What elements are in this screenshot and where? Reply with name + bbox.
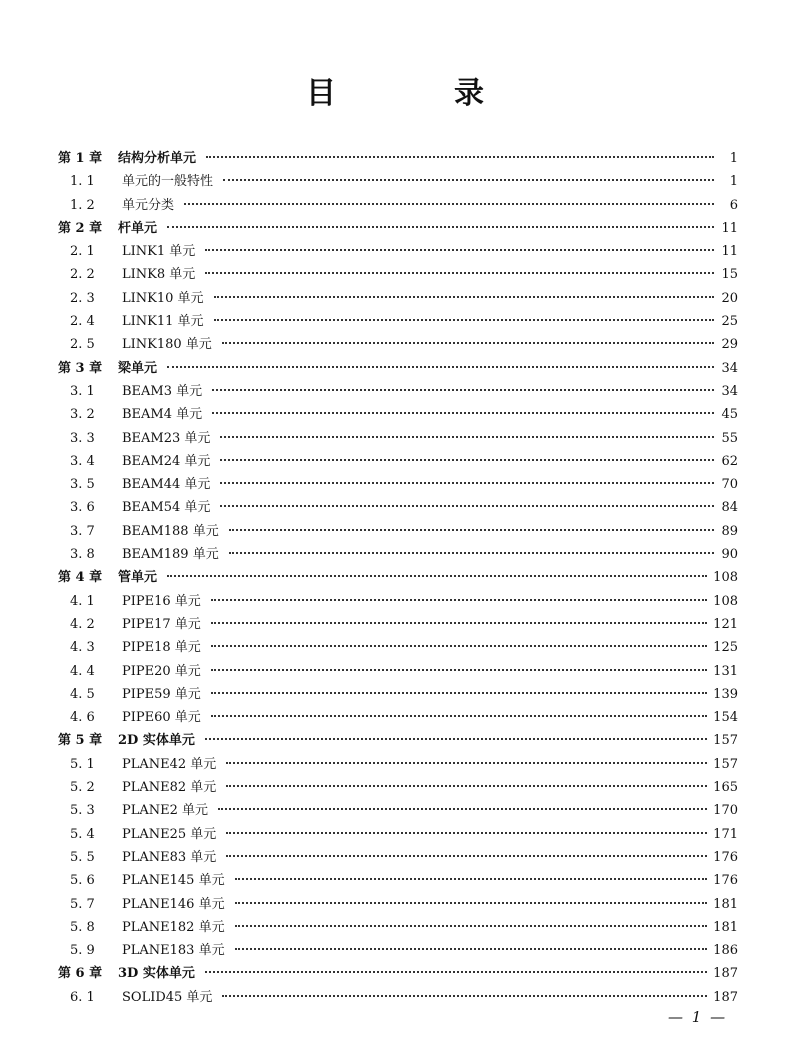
toc-entry-page: 20 bbox=[721, 290, 738, 306]
toc-entry-title: 梁单元 bbox=[118, 360, 158, 376]
dot-leader bbox=[211, 715, 707, 717]
toc-entry-title: PIPE20 单元 bbox=[122, 663, 201, 679]
toc-entry-page: 11 bbox=[721, 220, 738, 236]
toc-entry-page: 131 bbox=[713, 663, 738, 679]
toc-entry-title: LINK11 单元 bbox=[122, 314, 204, 330]
toc-entry-number: 5. 7 bbox=[70, 896, 95, 912]
toc-entry-page: 157 bbox=[713, 733, 738, 749]
toc-entry-number: 4. 1 bbox=[70, 593, 95, 609]
toc-entry-number: 3. 2 bbox=[70, 407, 95, 423]
toc-entry-number: 4. 6 bbox=[70, 710, 95, 726]
toc-section-entry[interactable] bbox=[58, 613, 738, 636]
dot-leader bbox=[222, 995, 707, 997]
toc-section-entry[interactable] bbox=[58, 194, 738, 217]
toc-entry-title: BEAM54 单元 bbox=[122, 500, 211, 516]
toc-section-entry[interactable] bbox=[58, 496, 738, 519]
toc-entry-page: 1 bbox=[729, 151, 738, 166]
toc-entry-page: 171 bbox=[713, 826, 738, 842]
toc-entry-title: SOLID45 单元 bbox=[122, 989, 213, 1005]
dot-leader bbox=[229, 552, 714, 554]
toc-entry-page: 121 bbox=[713, 616, 738, 632]
toc-entry-number: 3. 3 bbox=[70, 430, 95, 446]
toc-entry-title: BEAM3 单元 bbox=[122, 383, 203, 399]
toc-entry-page: 186 bbox=[713, 943, 738, 959]
toc-entry-page: 154 bbox=[713, 710, 738, 726]
toc-section-entry[interactable] bbox=[58, 333, 738, 356]
toc-entry-title: BEAM189 单元 bbox=[122, 547, 219, 563]
toc-entry-page: 125 bbox=[713, 640, 738, 656]
dot-leader bbox=[205, 249, 714, 251]
toc-entry-number: 5. 9 bbox=[70, 943, 95, 959]
toc-entry-title: 2D 实体单元 bbox=[118, 733, 195, 749]
dot-leader bbox=[226, 832, 707, 834]
toc-entry-title: 单元分类 bbox=[122, 197, 175, 213]
toc-entry-title: 单元的一般特性 bbox=[122, 174, 214, 190]
dot-leader bbox=[211, 692, 707, 694]
toc-entry-number: 3. 5 bbox=[70, 477, 95, 493]
toc-entry-number: 3. 8 bbox=[70, 547, 95, 563]
toc-entry-number: 5. 4 bbox=[70, 826, 95, 842]
toc-entry-number: 5. 2 bbox=[70, 780, 95, 796]
toc-entry-page: 15 bbox=[721, 267, 738, 283]
toc-entry-page: 34 bbox=[721, 383, 738, 399]
toc-entry-number: 第 3 章 bbox=[58, 360, 103, 376]
dot-leader bbox=[218, 808, 707, 810]
toc-entry-title: PIPE59 单元 bbox=[122, 686, 201, 702]
toc-section-entry[interactable] bbox=[58, 706, 738, 729]
toc-section-entry[interactable] bbox=[58, 683, 738, 706]
dot-leader bbox=[205, 272, 714, 274]
toc-entry-title: LINK8 单元 bbox=[122, 267, 196, 283]
toc-entry-title: PLANE183 单元 bbox=[122, 943, 225, 959]
toc-entry-page: 139 bbox=[713, 686, 738, 702]
toc-section-entry[interactable] bbox=[58, 753, 738, 776]
toc-section-entry[interactable] bbox=[58, 986, 738, 1009]
toc-entry-number: 3. 7 bbox=[70, 523, 95, 539]
toc-entry-number: 4. 3 bbox=[70, 640, 95, 656]
toc-entry-page: 89 bbox=[721, 523, 738, 539]
toc-chapter-entry[interactable] bbox=[58, 566, 738, 589]
toc-entry-number: 4. 5 bbox=[70, 686, 95, 702]
toc-entry-number: 4. 4 bbox=[70, 663, 95, 679]
toc-entry-title: PLANE42 单元 bbox=[122, 756, 217, 772]
toc-section-entry[interactable] bbox=[58, 846, 738, 869]
toc-entry-page: 11 bbox=[721, 244, 738, 260]
toc-section-entry[interactable] bbox=[58, 916, 738, 939]
toc-entry-number: 5. 3 bbox=[70, 803, 95, 819]
toc-entry-title: PLANE145 单元 bbox=[122, 873, 225, 889]
dot-leader bbox=[167, 366, 714, 368]
dot-leader bbox=[211, 645, 707, 647]
dot-leader bbox=[212, 389, 714, 391]
toc-entry-title: BEAM24 单元 bbox=[122, 453, 211, 469]
toc-entry-title: LINK180 单元 bbox=[122, 337, 212, 353]
dot-leader bbox=[214, 319, 714, 321]
toc-entry-number: 2. 5 bbox=[70, 337, 95, 353]
toc-entry-number: 3. 1 bbox=[70, 383, 95, 399]
toc-entry-title: PLANE83 单元 bbox=[122, 849, 217, 865]
toc-entry-page: 157 bbox=[713, 756, 738, 772]
toc-entry-number: 第 1 章 bbox=[58, 151, 103, 166]
toc-entry-title: PIPE16 单元 bbox=[122, 593, 201, 609]
toc-entry-title: PLANE2 单元 bbox=[122, 803, 209, 819]
dot-leader bbox=[220, 505, 714, 507]
page-title: 目 录 bbox=[306, 76, 528, 111]
dot-leader bbox=[167, 226, 714, 228]
dot-leader bbox=[220, 436, 714, 438]
toc-chapter-entry[interactable] bbox=[58, 729, 738, 752]
toc-entry-page: 181 bbox=[713, 896, 738, 912]
toc-entry-page: 181 bbox=[713, 919, 738, 935]
toc-section-entry[interactable] bbox=[58, 893, 738, 916]
toc-section-entry[interactable] bbox=[58, 380, 738, 403]
dot-leader bbox=[211, 669, 707, 671]
toc-section-entry[interactable] bbox=[58, 799, 738, 822]
toc-entry-page: 176 bbox=[713, 873, 738, 889]
toc-entry-number: 4. 2 bbox=[70, 616, 95, 632]
dot-leader bbox=[235, 925, 708, 927]
dot-leader bbox=[212, 412, 714, 414]
toc-entry-number: 1. 2 bbox=[70, 197, 95, 213]
toc-entry-title: 管单元 bbox=[118, 570, 158, 586]
dot-leader bbox=[220, 482, 714, 484]
toc-section-entry[interactable] bbox=[58, 473, 738, 496]
toc-entry-number: 第 4 章 bbox=[58, 570, 103, 586]
toc-entry-title: BEAM44 单元 bbox=[122, 477, 211, 493]
dot-leader bbox=[235, 902, 708, 904]
table-of-contents bbox=[58, 147, 738, 1009]
toc-section-entry[interactable] bbox=[58, 776, 738, 799]
toc-section-entry[interactable] bbox=[58, 403, 738, 426]
dot-leader bbox=[205, 971, 707, 973]
toc-entry-page: 170 bbox=[713, 803, 738, 819]
toc-entry-page: 90 bbox=[721, 547, 738, 563]
toc-entry-title: PLANE146 单元 bbox=[122, 896, 225, 912]
toc-entry-page: 108 bbox=[713, 593, 738, 609]
toc-entry-title: 杆单元 bbox=[118, 220, 158, 236]
toc-entry-title: LINK10 单元 bbox=[122, 290, 204, 306]
dot-leader bbox=[226, 785, 707, 787]
toc-entry-title: PLANE182 单元 bbox=[122, 919, 225, 935]
dot-leader bbox=[235, 948, 708, 950]
toc-entry-title: 3D 实体单元 bbox=[118, 966, 195, 982]
dot-leader bbox=[235, 878, 708, 880]
toc-chapter-entry[interactable] bbox=[58, 217, 738, 240]
dot-leader bbox=[226, 762, 707, 764]
toc-section-entry[interactable] bbox=[58, 660, 738, 683]
toc-entry-number: 3. 4 bbox=[70, 453, 95, 469]
toc-entry-number: 2. 1 bbox=[70, 244, 95, 260]
toc-chapter-entry[interactable] bbox=[58, 357, 738, 380]
toc-entry-title: PLANE82 单元 bbox=[122, 780, 217, 796]
toc-section-entry[interactable] bbox=[58, 310, 738, 333]
toc-entry-page: 62 bbox=[721, 453, 738, 469]
toc-entry-title: PIPE17 单元 bbox=[122, 616, 201, 632]
toc-entry-page: 55 bbox=[721, 430, 738, 446]
toc-entry-number: 6. 1 bbox=[70, 989, 95, 1005]
toc-entry-page: 70 bbox=[721, 477, 738, 493]
dot-leader bbox=[223, 179, 714, 181]
toc-entry-title: BEAM4 单元 bbox=[122, 407, 203, 423]
toc-entry-number: 2. 4 bbox=[70, 314, 95, 330]
toc-entry-page: 165 bbox=[713, 780, 738, 796]
toc-section-entry[interactable] bbox=[58, 263, 738, 286]
toc-section-entry[interactable] bbox=[58, 939, 738, 962]
toc-entry-title: BEAM23 单元 bbox=[122, 430, 211, 446]
dot-leader bbox=[214, 296, 714, 298]
toc-entry-page: 45 bbox=[721, 407, 738, 423]
toc-entry-page: 25 bbox=[721, 314, 738, 330]
toc-section-entry[interactable] bbox=[58, 450, 738, 473]
dot-leader bbox=[211, 599, 707, 601]
toc-entry-title: BEAM188 单元 bbox=[122, 523, 219, 539]
toc-entry-number: 5. 5 bbox=[70, 849, 95, 865]
toc-section-entry[interactable] bbox=[58, 590, 738, 613]
toc-section-entry[interactable] bbox=[58, 240, 738, 263]
toc-entry-number: 1. 1 bbox=[70, 174, 95, 190]
toc-section-entry[interactable] bbox=[58, 823, 738, 846]
toc-entry-page: 6 bbox=[729, 197, 738, 213]
toc-entry-number: 5. 1 bbox=[70, 756, 95, 772]
toc-section-entry[interactable] bbox=[58, 427, 738, 450]
toc-entry-number: 2. 2 bbox=[70, 267, 95, 283]
dot-leader bbox=[184, 203, 714, 205]
toc-section-entry[interactable] bbox=[58, 869, 738, 892]
page-number-footer: — 1 — bbox=[668, 1008, 728, 1026]
toc-section-entry[interactable] bbox=[58, 170, 738, 193]
dot-leader bbox=[205, 738, 707, 740]
toc-entry-number: 5. 8 bbox=[70, 919, 95, 935]
toc-entry-title: PIPE60 单元 bbox=[122, 710, 201, 726]
dot-leader bbox=[220, 459, 714, 461]
dot-leader bbox=[226, 855, 707, 857]
toc-section-entry[interactable] bbox=[58, 543, 738, 566]
toc-entry-page: 29 bbox=[721, 337, 738, 353]
toc-entry-title: PIPE18 单元 bbox=[122, 640, 201, 656]
toc-entry-page: 34 bbox=[721, 360, 738, 376]
toc-entry-title: LINK1 单元 bbox=[122, 244, 196, 260]
toc-entry-page: 108 bbox=[713, 570, 738, 586]
toc-entry-number: 第 6 章 bbox=[58, 966, 103, 982]
dot-leader bbox=[229, 529, 714, 531]
dot-leader bbox=[167, 575, 707, 577]
toc-entry-number: 第 2 章 bbox=[58, 220, 103, 236]
dot-leader bbox=[222, 342, 714, 344]
dot-leader bbox=[206, 156, 714, 158]
toc-chapter-entry[interactable] bbox=[58, 147, 738, 170]
toc-section-entry[interactable] bbox=[58, 636, 738, 659]
toc-chapter-entry[interactable] bbox=[58, 962, 738, 985]
toc-entry-number: 5. 6 bbox=[70, 873, 95, 889]
toc-entry-page: 84 bbox=[721, 500, 738, 516]
dot-leader bbox=[211, 622, 707, 624]
toc-entry-page: 176 bbox=[713, 849, 738, 865]
toc-entry-page: 187 bbox=[713, 989, 738, 1005]
toc-entry-title: PLANE25 单元 bbox=[122, 826, 217, 842]
toc-entry-number: 3. 6 bbox=[70, 500, 95, 516]
toc-entry-page: 187 bbox=[713, 966, 738, 982]
toc-entry-number: 第 5 章 bbox=[58, 733, 103, 749]
toc-entry-number: 2. 3 bbox=[70, 290, 95, 306]
toc-entry-title: 结构分析单元 bbox=[118, 151, 197, 166]
toc-section-entry[interactable] bbox=[58, 287, 738, 310]
toc-entry-page: 1 bbox=[729, 174, 738, 190]
toc-section-entry[interactable] bbox=[58, 520, 738, 543]
